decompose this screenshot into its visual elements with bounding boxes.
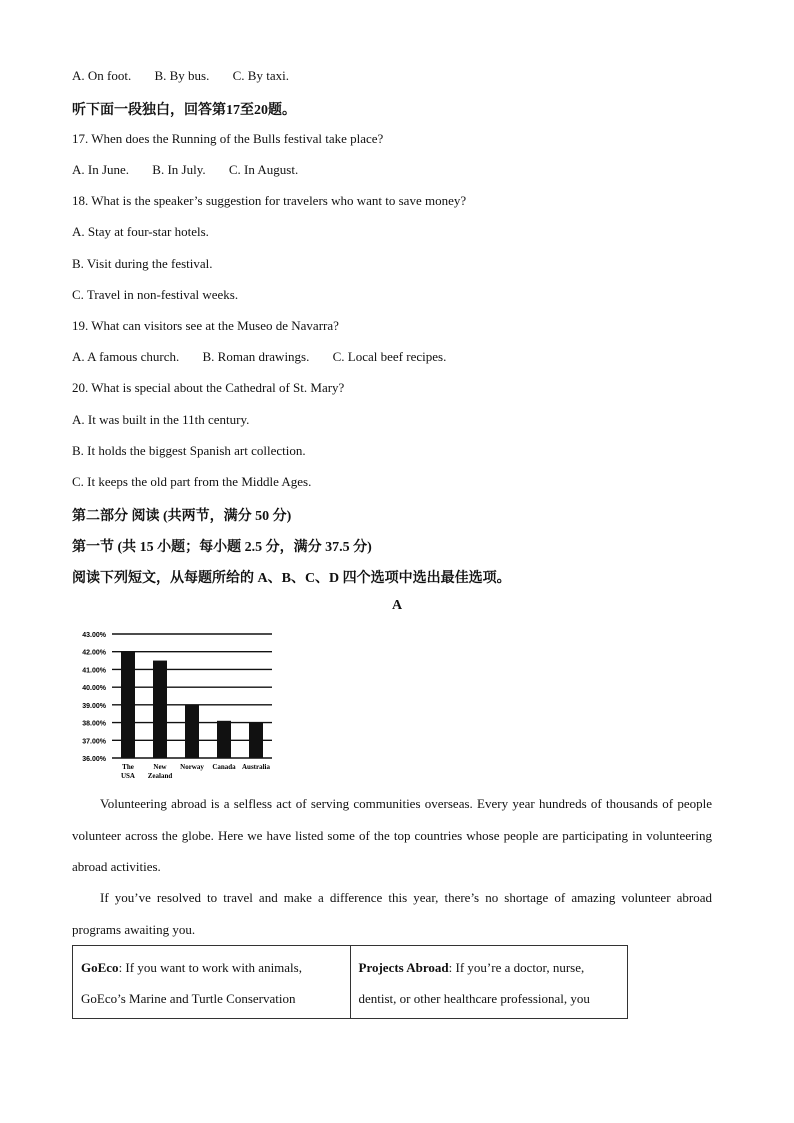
y-tick-label: 36.00% — [82, 756, 106, 763]
bar — [249, 723, 263, 758]
y-tick-label: 38.00% — [82, 720, 106, 728]
q18-option-c: C. Travel in non-festival weeks. — [72, 287, 239, 302]
x-tick-label: USA — [120, 772, 136, 780]
q17-options — [72, 162, 318, 178]
option: A. In June. — [72, 162, 130, 177]
program-text: : If you’re a doctor, nurse, dentist, or other healthcare professional, you — [358, 960, 590, 1006]
passage-label: A — [391, 598, 403, 613]
program-name: GoEco — [81, 960, 119, 975]
q19-question: 19. What can visitors see at the Museo de Navarra? — [72, 318, 339, 333]
x-tick-label: Australia — [242, 763, 270, 771]
program-text: : If you want to work with animals, GoEco’s Marine and Turtle Conservation — [81, 960, 302, 1006]
q18-option-b: B. Visit during the festival. — [72, 256, 213, 271]
reading-instruction: 阅读下列短文，从每题所给的 A、B、C、D 四个选项中选出最佳选项。 — [72, 571, 511, 586]
option: C. Local beef recipes. — [332, 349, 447, 364]
option: B. In July. — [152, 162, 206, 177]
paragraph-1: Volunteering abroad is a selfless act of serving communities overseas. Every year hundreds of thousands of people volunteer across the globe. Here we have listed some of the top countries whose people are participating in volunteering abroad activities. — [72, 796, 712, 874]
monologue-instruction: 听下面一段独白，回答第17至20题。 — [72, 103, 296, 118]
part2-heading: 第二部分 阅读 (共两节，满分 50 分) — [72, 509, 292, 524]
q18-option-a: A. Stay at four-star hotels. — [72, 224, 209, 239]
option: A. On foot. — [72, 68, 132, 83]
option: A. A famous church. — [72, 349, 180, 364]
q18-question: 18. What is the speaker’s suggestion for travelers who want to save money? — [72, 193, 467, 208]
q20-option-a: A. It was built in the 11th century. — [72, 412, 250, 427]
y-tick-label: 37.00% — [82, 738, 106, 746]
x-tick-label: Zealand — [147, 772, 173, 780]
option: B. By bus. — [154, 68, 210, 83]
bar — [153, 661, 167, 758]
volunteer-bar-chart — [72, 626, 282, 786]
q20-question: 20. What is special about the Cathedral of St. Mary? — [72, 380, 345, 395]
q20-option-b: B. It holds the biggest Spanish art collection. — [72, 443, 306, 458]
option: B. Roman drawings. — [202, 349, 310, 364]
y-tick-label: 43.00% — [82, 632, 106, 639]
program-cell-goeco — [73, 946, 351, 1019]
x-tick-label: New — [153, 763, 167, 771]
q17-question: 17. When does the Running of the Bulls festival take place? — [72, 131, 384, 146]
q16-options — [72, 68, 309, 84]
table-row — [73, 946, 628, 1019]
option: C. By taxi. — [232, 68, 289, 83]
bar — [185, 705, 199, 758]
q20-option-c: C. It keeps the old part from the Middle Ages. — [72, 474, 312, 489]
programs-table — [72, 945, 628, 1019]
program-name: Projects Abroad — [358, 960, 449, 975]
bar — [121, 652, 135, 758]
program-cell-projects-abroad — [350, 946, 628, 1019]
x-tick-label: Canada — [212, 763, 236, 771]
y-tick-label: 42.00% — [82, 649, 106, 657]
x-tick-label: Norway — [180, 763, 204, 771]
option: C. In August. — [228, 162, 299, 177]
paragraph-2: If you’ve resolved to travel and make a difference this year, there’s no shortage of amazing volunteer abroad programs awaiting you. — [72, 890, 712, 937]
section1-heading: 第一节 (共 15 小题；每小题 2.5 分，满分 37.5 分) — [72, 540, 372, 555]
x-tick-label: The — [122, 763, 134, 771]
q19-options — [72, 349, 466, 365]
y-tick-label: 40.00% — [82, 685, 106, 693]
bar — [217, 721, 231, 758]
y-tick-label: 39.00% — [82, 702, 106, 710]
y-tick-label: 41.00% — [82, 667, 106, 675]
